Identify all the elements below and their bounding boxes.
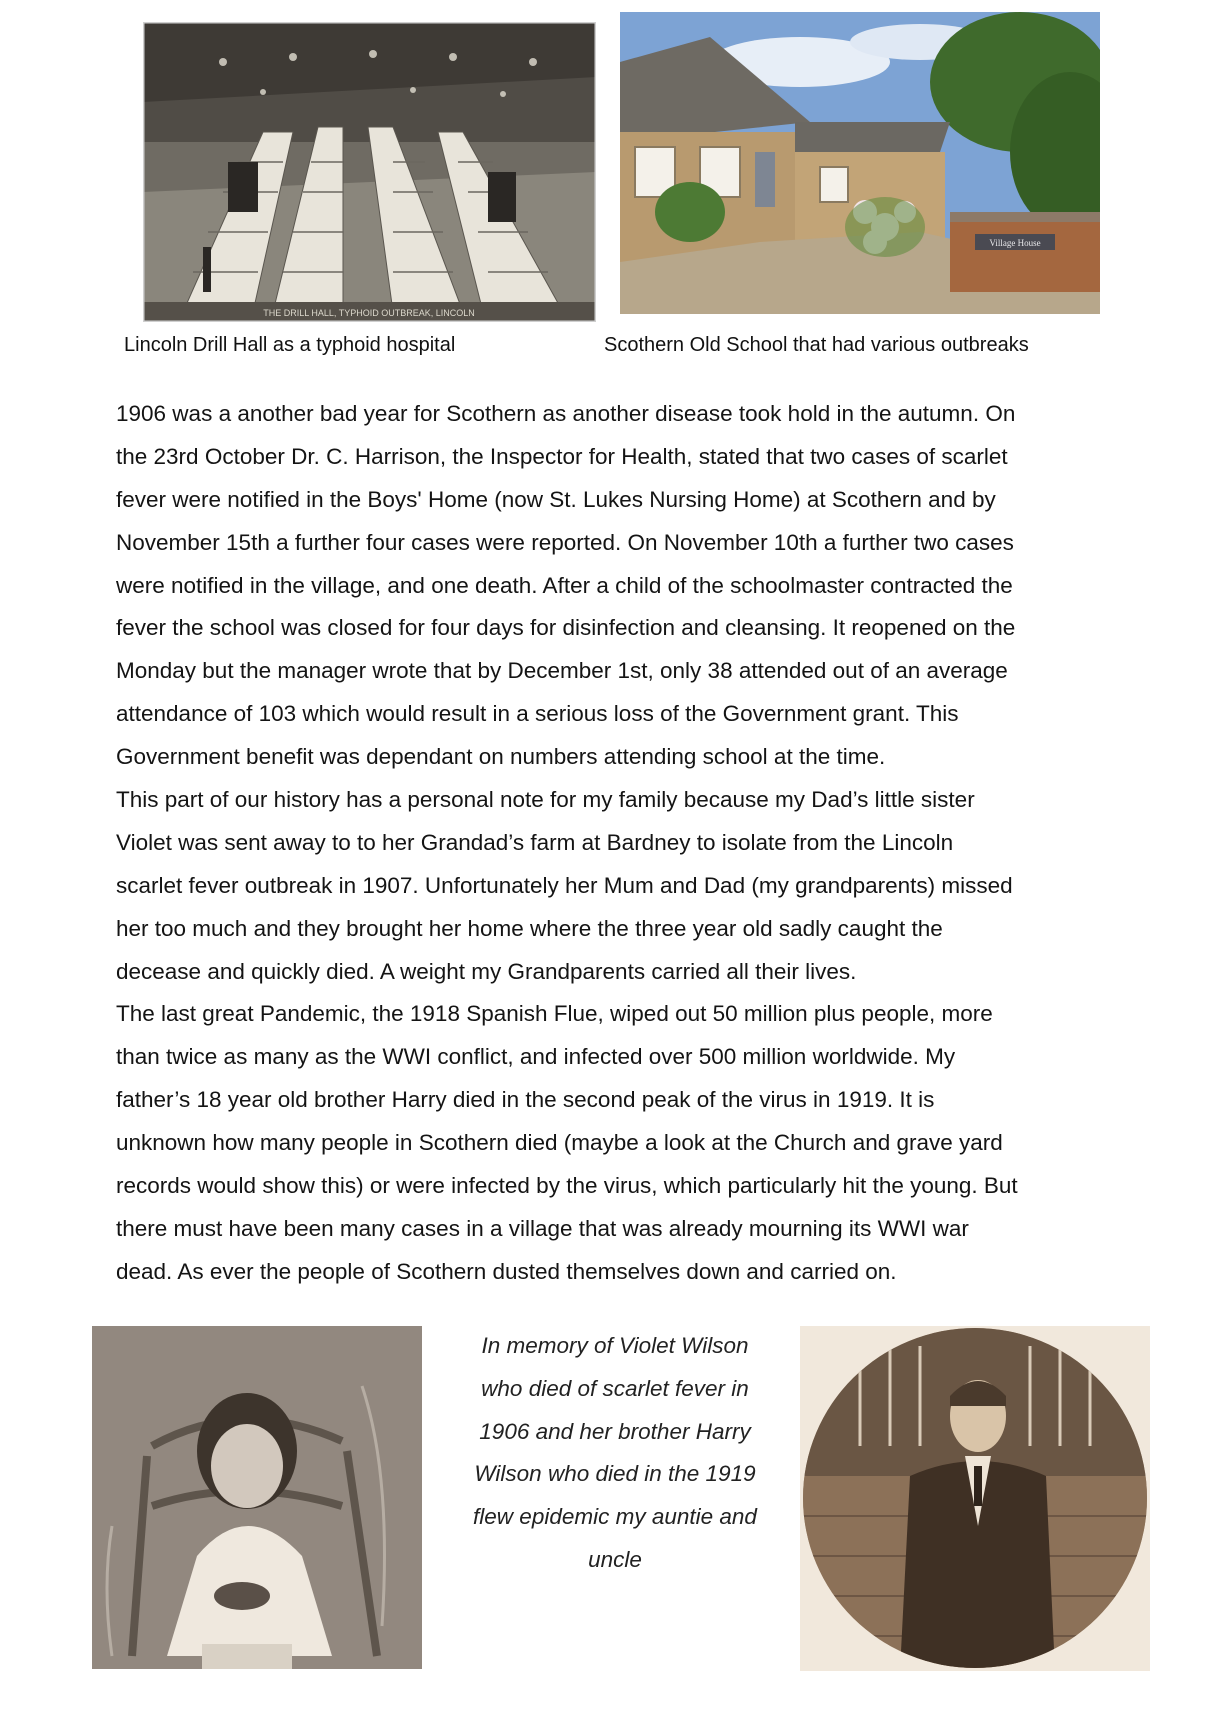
school-sign: Village House [989,238,1041,248]
old-school-caption: Scothern Old School that had various outbreaks [604,334,1029,356]
memorial-line: who died of scarlet fever in [481,1375,749,1401]
paragraph-line: attendance of 103 which would result in a serious loss of the Government grant. This [116,701,959,727]
memorial-line: Wilson who died in the 1919 [474,1461,756,1487]
paragraph-line: Violet was sent away to to her Grandad’s farm at Bardney to isolate from the Lincoln [116,829,954,855]
paragraph-line: records would show this) or were infected by the virus, which particularly hit the young. But [116,1173,1018,1199]
paragraph-line: Government benefit was dependant on numbers attending school at the time. [116,744,886,770]
paragraph-line: were notified in the village, and one death. After a child of the schoolmaster contracted the [116,572,1013,598]
paragraph-line: there must have been many cases in a village that was already mourning its WWI war [116,1215,969,1241]
postcard-print: THE DRILL HALL, TYPHOID OUTBREAK, LINCOLN [263,308,475,318]
paragraph-line: her too much and they brought her home where the three year old sadly caught the [116,915,943,941]
paragraph-line: fever the school was closed for four days for disinfection and cleansing. It reopened on the [116,615,1016,641]
old-school-photo [620,12,1100,314]
paragraph-line: dead. As ever the people of Scothern dusted themselves down and carried on. [116,1258,897,1284]
paragraph-line: unknown how many people in Scothern died (maybe a look at the Church and grave yard [116,1130,1003,1156]
paragraph-line: November 15th a further four cases were reported. On November 10th a further two cases [116,529,1014,555]
memorial-line: 1906 and her brother Harry [479,1418,751,1444]
paragraph-line: Monday but the manager wrote that by December 1st, only 38 attended out of an average [116,658,1008,684]
paragraph-line: 1906 was a another bad year for Scothern as another disease took hold in the autumn. On [116,401,1016,426]
paragraph-line: The last great Pandemic, the 1918 Spanish Flue, wiped out 50 million plus people, more [116,1001,993,1027]
drill-hall-caption: Lincoln Drill Hall as a typhoid hospital [124,334,456,356]
paragraph-line: This part of our history has a personal note for my family because my Dad’s little sister [116,787,975,813]
memorial-text [440,1325,790,1582]
paragraph-line: than twice as many as the WWI conflict, and infected over 500 million worldwide. My [116,1044,956,1070]
article-body [116,393,1126,1294]
harry-photo [800,1326,1150,1671]
paragraph-line: decease and quickly died. A weight my Grandparents carried all their lives. [116,958,857,984]
paragraph-line: scarlet fever outbreak in 1907. Unfortunately her Mum and Dad (my grandparents) missed [116,872,1013,898]
paragraph-line: father’s 18 year old brother Harry died in the second peak of the virus in 1919. It is [116,1087,935,1113]
drill-hall-photo [143,22,596,322]
paragraph-line: fever were notified in the Boys' Home (now St. Lukes Nursing Home) at Scothern and by [116,486,996,512]
memorial-line: uncle [588,1546,642,1572]
violet-photo [92,1326,422,1669]
memorial-line: In memory of Violet Wilson [481,1333,749,1358]
memorial-line: flew epidemic my auntie and [473,1504,757,1530]
paragraph-line: the 23rd October Dr. C. Harrison, the Inspector for Health, stated that two cases of scarlet [116,443,1008,469]
